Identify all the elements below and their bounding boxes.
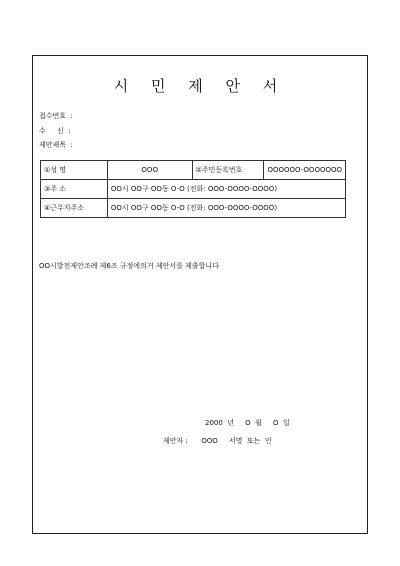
address-value: OO시 OO구 OO동 O-O (전화: OOO-OOOO-OOOO) [107,180,345,199]
name-value: OOO [107,161,192,180]
form-title: 시 민 제 안 서 [113,77,287,95]
table-row [41,199,346,218]
signer-line: 제안자 : OOO 서명 또는 인 [163,437,272,445]
name-label: ①성 명 [41,161,108,180]
proposal-form-page [32,55,368,534]
table-row [41,180,346,199]
resident-id-value: OOOOOO-OOOOOOO [264,161,346,180]
recipient-label: 수 신 : [39,127,71,135]
work-address-label: ④근무지주소 [41,199,108,218]
table-row [41,161,346,180]
receipt-number-label: 접수번호 : [39,112,73,120]
resident-id-label: ②주민등록번호 [192,161,264,180]
applicant-info-table [40,160,346,218]
submission-date: 2000 년 O 월 O 일 [205,419,290,427]
address-label: ③주 소 [41,180,108,199]
work-address-value: OO시 OO구 OO동 O-O (전화: OOO-OOOO-OOOO) [107,199,345,218]
submission-statement: OO시발전제안조례 제6조 규정에의거 제안서를 제출합니다 [39,262,219,270]
proposal-subject-label: 제안제목 : [39,141,73,149]
